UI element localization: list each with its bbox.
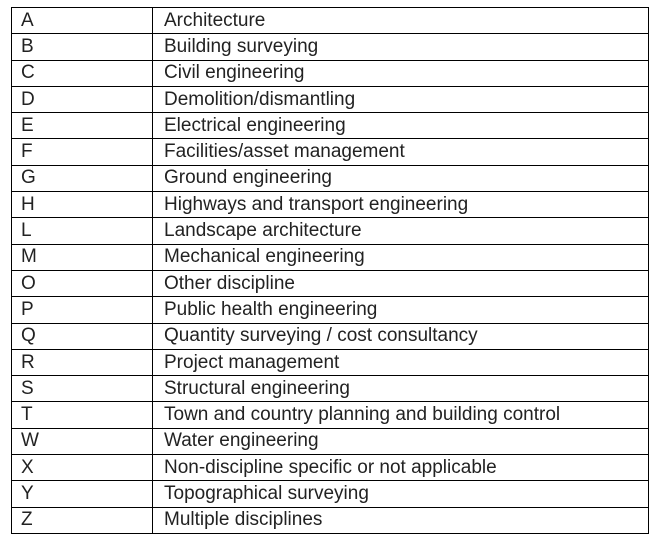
discipline-name: Quantity surveying / cost consultancy — [153, 323, 649, 349]
discipline-name: Other discipline — [153, 270, 649, 296]
discipline-code: C — [12, 60, 153, 86]
discipline-code: R — [12, 349, 153, 375]
discipline-code: S — [12, 376, 153, 402]
table-row — [12, 402, 649, 428]
discipline-code: G — [12, 165, 153, 191]
discipline-code: Z — [12, 507, 153, 533]
table-row — [12, 192, 649, 218]
discipline-code: P — [12, 297, 153, 323]
discipline-code: X — [12, 455, 153, 481]
discipline-code: W — [12, 428, 153, 454]
discipline-name: Non-discipline specific or not applicable — [153, 455, 649, 481]
discipline-name: Ground engineering — [153, 165, 649, 191]
table-row — [12, 34, 649, 60]
discipline-name: Topographical surveying — [153, 481, 649, 507]
discipline-code: E — [12, 113, 153, 139]
discipline-name: Water engineering — [153, 428, 649, 454]
table-row — [12, 165, 649, 191]
table-row — [12, 376, 649, 402]
discipline-name: Facilities/asset management — [153, 139, 649, 165]
discipline-code: M — [12, 244, 153, 270]
table-row — [12, 297, 649, 323]
table-row — [12, 113, 649, 139]
discipline-name: Building surveying — [153, 34, 649, 60]
table-row — [12, 428, 649, 454]
table-row — [12, 8, 649, 34]
discipline-code: T — [12, 402, 153, 428]
discipline-name: Demolition/dismantling — [153, 86, 649, 112]
table-row — [12, 323, 649, 349]
table-row — [12, 139, 649, 165]
discipline-name: Architecture — [153, 8, 649, 34]
discipline-code: O — [12, 270, 153, 296]
table-row — [12, 481, 649, 507]
discipline-name: Multiple disciplines — [153, 507, 649, 533]
discipline-name: Civil engineering — [153, 60, 649, 86]
discipline-name: Structural engineering — [153, 376, 649, 402]
discipline-name: Project management — [153, 349, 649, 375]
table-row — [12, 60, 649, 86]
discipline-name: Public health engineering — [153, 297, 649, 323]
discipline-name: Highways and transport engineering — [153, 192, 649, 218]
discipline-name: Electrical engineering — [153, 113, 649, 139]
discipline-code: L — [12, 218, 153, 244]
discipline-code: A — [12, 8, 153, 34]
discipline-name: Town and country planning and building control — [153, 402, 649, 428]
discipline-code: Y — [12, 481, 153, 507]
discipline-name: Mechanical engineering — [153, 244, 649, 270]
discipline-code-table — [11, 7, 649, 534]
discipline-name: Landscape architecture — [153, 218, 649, 244]
discipline-code: Q — [12, 323, 153, 349]
table-row — [12, 218, 649, 244]
discipline-code: F — [12, 139, 153, 165]
table-row — [12, 455, 649, 481]
table-row — [12, 507, 649, 533]
table-row — [12, 270, 649, 296]
discipline-code: B — [12, 34, 153, 60]
table-row — [12, 349, 649, 375]
table-row — [12, 86, 649, 112]
discipline-code: D — [12, 86, 153, 112]
table-row — [12, 244, 649, 270]
discipline-code: H — [12, 192, 153, 218]
